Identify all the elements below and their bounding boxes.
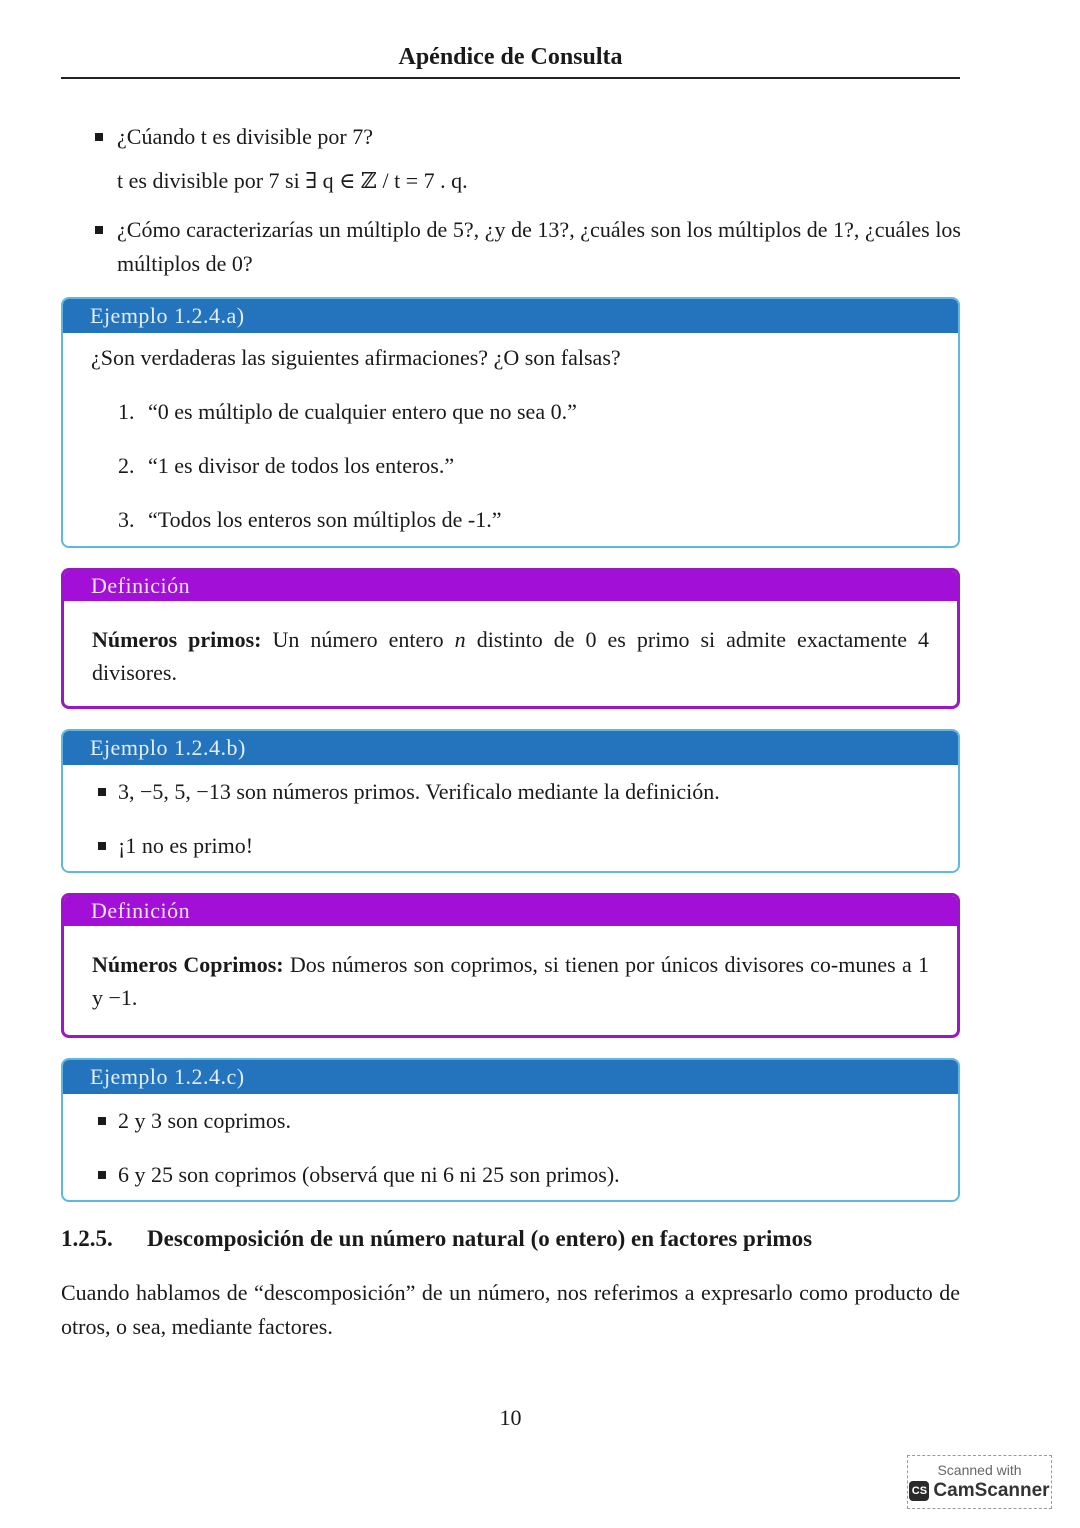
example-title: Ejemplo 1.2.4.a): [63, 299, 958, 333]
definition-body: [64, 926, 957, 1014]
definition-title: Definición: [64, 896, 957, 926]
section-number: 1.2.5.: [61, 1226, 113, 1251]
bullet-list-multiples: [95, 213, 961, 281]
list-item: 3, −5, 5, −13 son números primos. Verificalo mediante la definición.: [63, 775, 930, 809]
example-list: [91, 395, 930, 537]
example-box-a: [61, 297, 960, 548]
list-item: 3. “Todos los enteros son múltiplos de -1.”: [118, 507, 502, 532]
list-item: 2. “1 es divisor de todos los enteros.”: [118, 453, 455, 478]
definition-text: Números Coprimos: Dos números son coprimos, si tienen por únicos divisores co-munes a 1 y −1.: [92, 952, 930, 1010]
definition-box-coprimos: [61, 893, 960, 1038]
example-list: [63, 775, 930, 863]
section-paragraph: Cuando hablamos de “descomposición” de un número, nos referimos a expresarlo como producto de otros, o sea, mediante factores.: [61, 1280, 960, 1339]
page-number: 10: [499, 1405, 522, 1430]
list-item: ¡1 no es primo!: [63, 829, 930, 863]
definition-body: [64, 601, 957, 689]
camscanner-logo-icon: CS: [909, 1481, 929, 1501]
definition-title: Definición: [64, 571, 957, 601]
watermark-caption: Scanned with: [937, 1462, 1022, 1478]
bullet-item: [95, 120, 961, 198]
example-title: Ejemplo 1.2.4.c): [63, 1060, 958, 1094]
definition-text: Números primos: Un número entero n distinto de 0 es primo si admite exactamente 4 divisores.: [92, 627, 930, 685]
example-body: [63, 765, 958, 863]
section-title-text: Descomposición de un número natural (o entero) en factores primos: [147, 1226, 813, 1251]
list-item: 6 y 25 son coprimos (observá que ni 6 ni 25 son primos).: [63, 1158, 930, 1192]
example-box-c: [61, 1058, 960, 1202]
definition-box-primos: [61, 568, 960, 709]
example-title: Ejemplo 1.2.4.b): [63, 731, 958, 765]
section-heading: [61, 1226, 960, 1252]
camscanner-watermark: [907, 1455, 1052, 1509]
example-list: [63, 1104, 930, 1192]
bullet-answer: t es divisible por 7 si ∃ q ∈ ℤ / t = 7 . q.: [117, 168, 468, 193]
bullet-list-divisible: [95, 120, 961, 198]
watermark-brand: [908, 1480, 1051, 1502]
example-body: [63, 333, 958, 537]
page-header: Apéndice de Consulta: [61, 44, 960, 79]
example-box-b: [61, 729, 960, 873]
example-intro: ¿Son verdaderas las siguientes afirmaciones? ¿O son falsas?: [91, 345, 621, 370]
bullet-question: ¿Cúando t es divisible por 7?: [117, 124, 374, 149]
example-body: [63, 1094, 958, 1192]
bullet-item: ¿Cómo caracterizarías un múltiplo de 5?, ¿y de 13?, ¿cuáles son los múltiplos de 1?, ¿cuáles los múltiplos de 0?: [95, 213, 961, 281]
list-item: 2 y 3 son coprimos.: [63, 1104, 930, 1138]
watermark-brand-text: CamScanner: [933, 1480, 1050, 1501]
list-item: 1. “0 es múltiplo de cualquier entero que no sea 0.”: [118, 399, 577, 424]
